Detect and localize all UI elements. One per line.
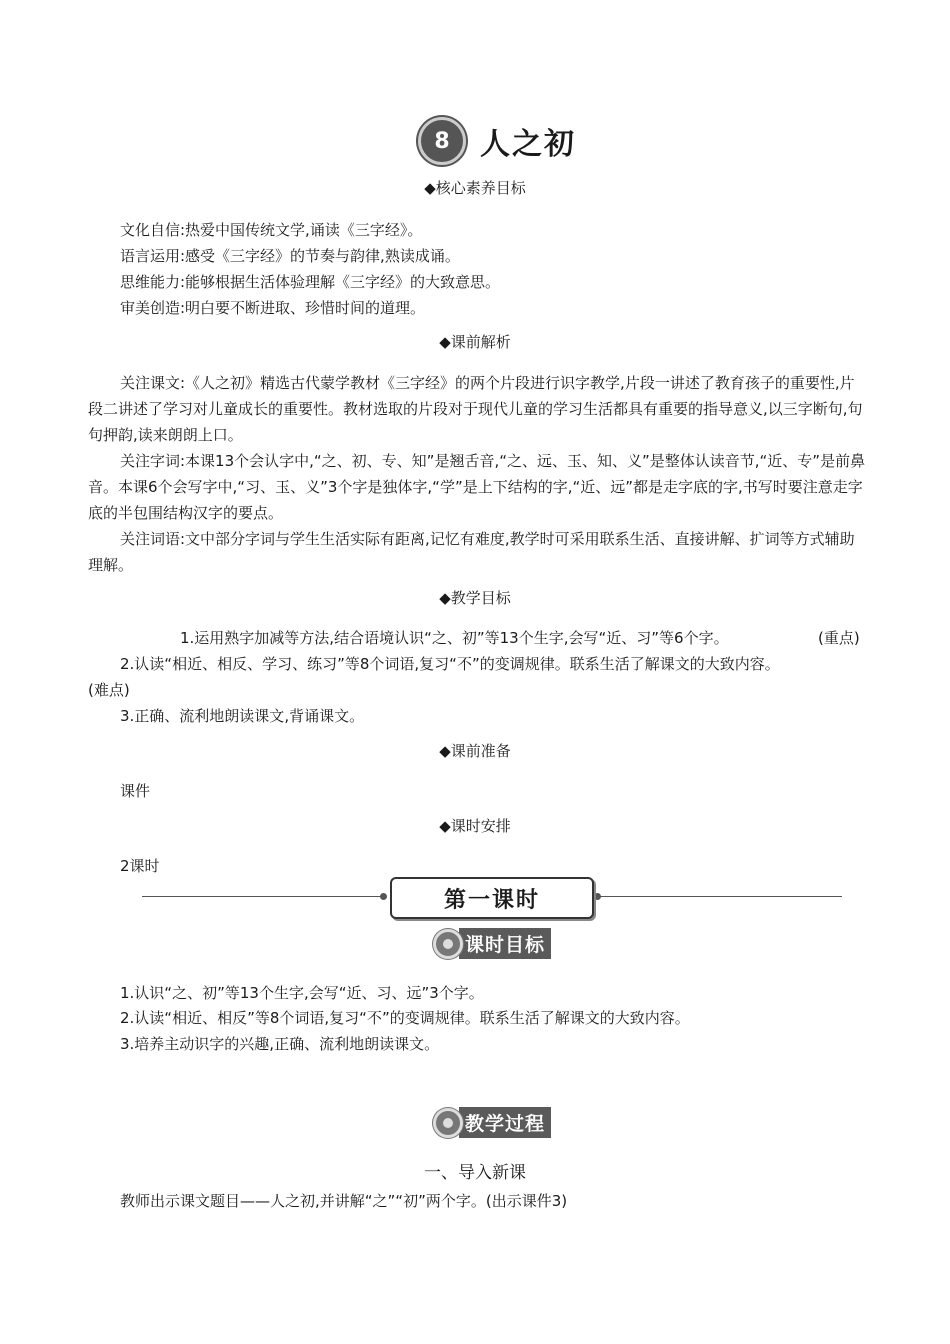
schedule-text: 2课时 <box>120 857 160 875</box>
period-goals-badge <box>433 928 551 959</box>
target-icon <box>433 1108 463 1138</box>
teaching-goal-item: 1.运用熟字加减等方法,结合语境认识“之、初”等13个生字,会写“近、习”等6个字。 <box>180 629 729 647</box>
analysis-block <box>88 370 868 578</box>
teaching-goal-item: 3.正确、流利地朗读课文,背诵课文。 <box>120 707 365 725</box>
section-heading-preview-analysis: ◆课前解析 <box>439 333 511 351</box>
core-goal-item: 审美创造:明白要不断进取、珍惜时间的道理。 <box>120 299 426 317</box>
step-heading: 一、导入新课 <box>424 1163 526 1183</box>
section-heading-teaching-goals: ◆教学目标 <box>439 589 511 607</box>
badge-label: 教学过程 <box>459 1107 551 1138</box>
divider-dot <box>380 893 387 900</box>
lesson-header <box>418 117 576 165</box>
teaching-goal-item: 2.认读“相近、相反、学习、练习”等8个词语,复习“不”的变调规律。联系生活了解课文的大致内容。 <box>120 655 780 673</box>
period-goal-item: 3.培养主动识字的兴趣,正确、流利地朗读课文。 <box>120 1035 440 1053</box>
analysis-paragraph: 关注词语:文中部分字词与学生生活实际有距离,记忆有难度,教学时可采用联系生活、直接讲解、扩词等方式辅助理解。 <box>88 530 855 574</box>
teaching-goal-tag: (难点) <box>88 681 130 699</box>
teaching-goal-tag: (重点) <box>818 629 860 647</box>
preparation-text: 课件 <box>120 782 151 800</box>
divider-dot <box>594 893 601 900</box>
section-heading-core-goals: ◆核心素养目标 <box>424 179 526 197</box>
badge-label: 课时目标 <box>459 928 551 959</box>
divider-left <box>142 896 382 897</box>
period-goal-item: 1.认识“之、初”等13个生字,会写“近、习、远”3个字。 <box>120 984 484 1002</box>
analysis-paragraph: 关注字词:本课13个会认字中,“之、初、专、知”是翘舌音,“之、远、玉、知、义”是整体认读音节,“近、专”是前鼻音。本课6个会写字中,“习、玉、义”3个字是独体字,“学”是上下结构的字,“近、远”都是走字底的字,书写时要注意走字底的半包围结构汉字的要点。 <box>88 452 866 522</box>
teaching-process-badge <box>433 1107 551 1138</box>
section-heading-schedule: ◆课时安排 <box>439 817 511 835</box>
target-icon <box>433 929 463 959</box>
period-title: 第一课时 <box>390 877 594 919</box>
core-goal-item: 思维能力:能够根据生活体验理解《三字经》的大致意思。 <box>120 273 501 291</box>
core-goal-item: 语言运用:感受《三字经》的节奏与韵律,熟读成诵。 <box>120 247 460 265</box>
section-heading-preparation: ◆课前准备 <box>439 742 511 760</box>
analysis-paragraph: 关注课文:《人之初》精选古代蒙学教材《三字经》的两个片段进行识字教学,片段一讲述了教育孩子的重要性,片段二讲述了学习对儿童成长的重要性。教材选取的片段对于现代儿童的学习生活都具有重要的指导意义,以三字断句,句句押韵,读来朗朗上口。 <box>88 374 863 444</box>
step-text: 教师出示课文题目——人之初,并讲解“之”“初”两个字。(出示课件3) <box>120 1192 568 1210</box>
divider-right <box>598 896 842 897</box>
period-goal-item: 2.认读“相近、相反”等8个词语,复习“不”的变调规律。联系生活了解课文的大致内容。 <box>120 1009 690 1027</box>
core-goal-item: 文化自信:热爱中国传统文学,诵读《三字经》。 <box>120 221 423 239</box>
lesson-number-badge: 8 <box>418 117 466 165</box>
lesson-title: 人之初 <box>480 127 576 162</box>
